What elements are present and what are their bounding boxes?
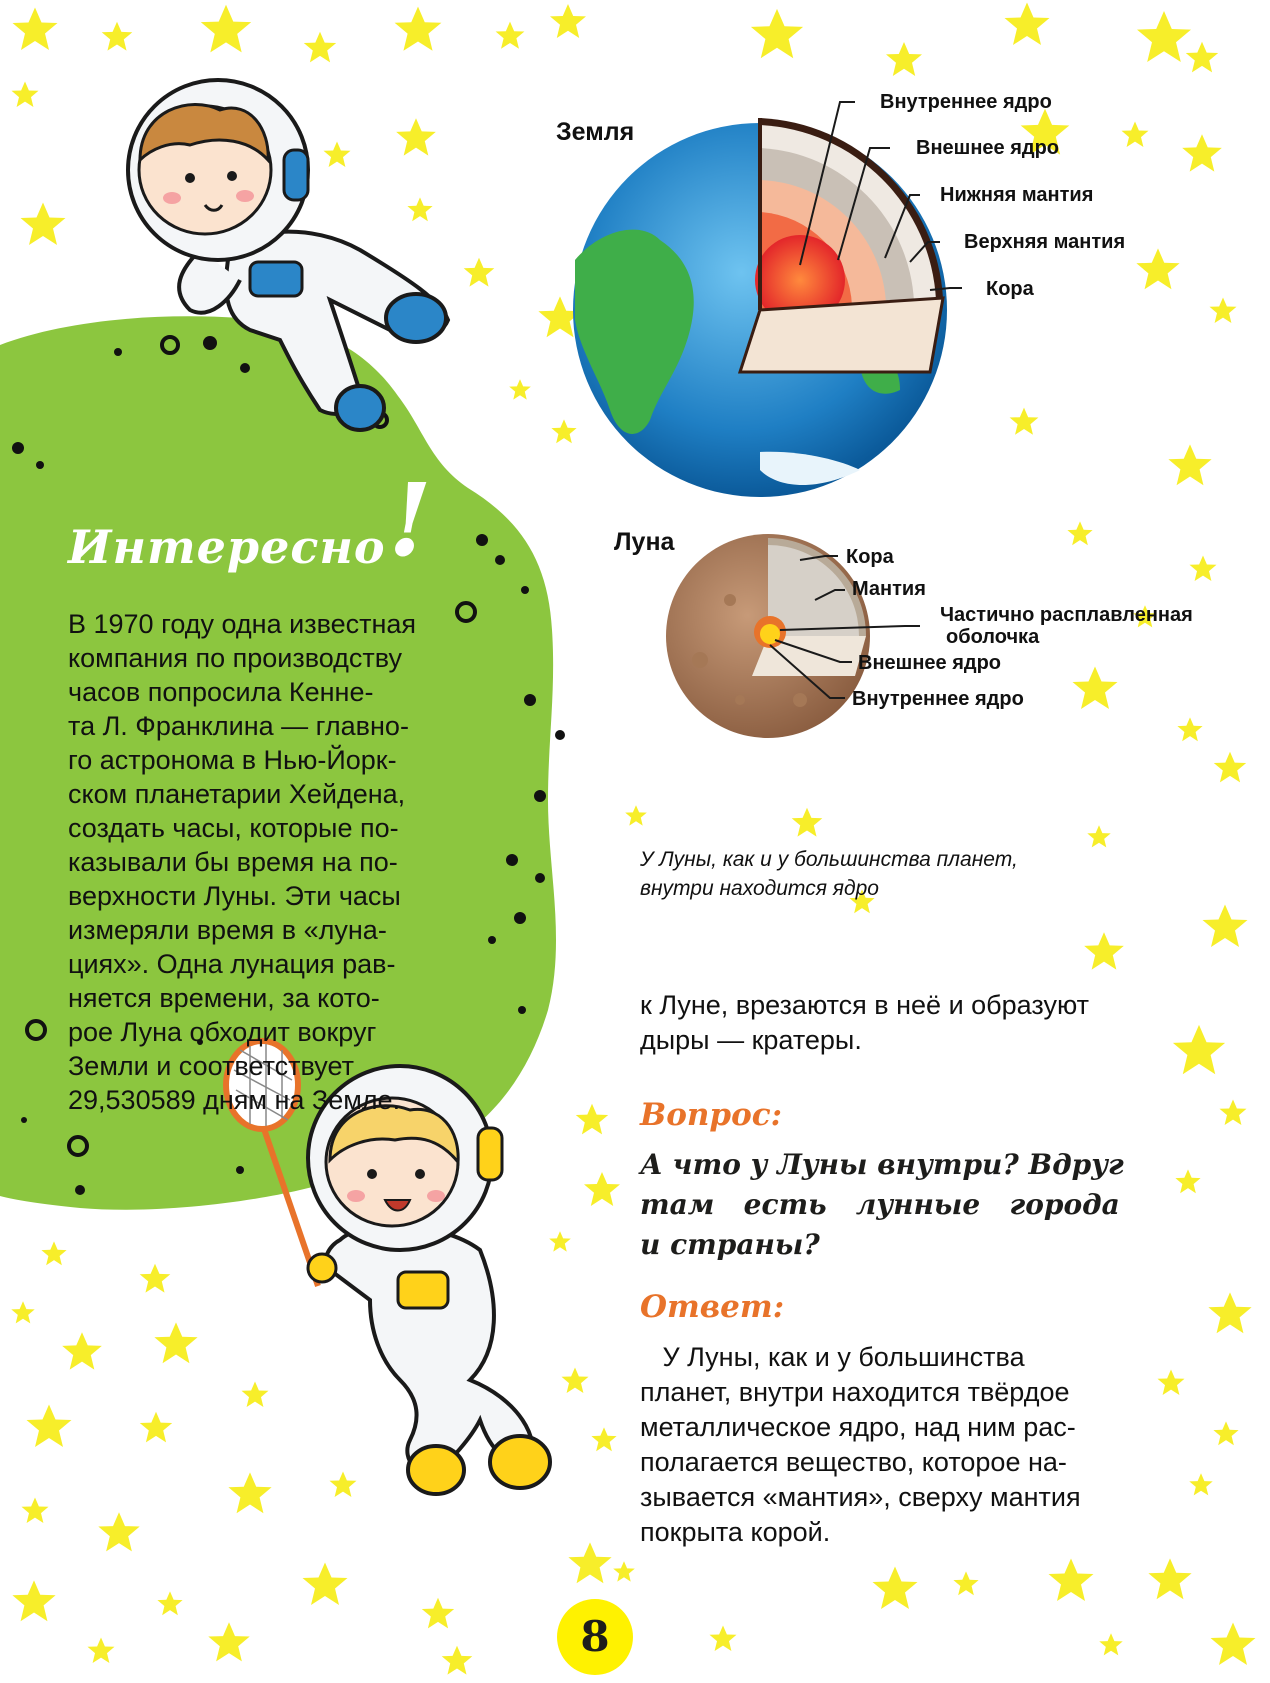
earth-label-outer-core: Внешнее ядро (916, 137, 1059, 159)
earth-illustration (573, 118, 947, 497)
interesting-line: рое Луна обходит вокруг (68, 1017, 377, 1047)
question-line: А что у Луны внутри? Вдруг (640, 1148, 1124, 1181)
interesting-line: го астронома в Нью-Йорк- (68, 745, 397, 775)
interesting-line: циях». Одна лунация рав- (68, 949, 396, 979)
interesting-line: няется времени, за кото- (68, 983, 380, 1013)
interesting-line: 29,530589 дням на Земле. (68, 1085, 401, 1115)
interesting-text (68, 607, 448, 1117)
answer-line: металлическое ядро, над ним рас- (640, 1412, 1076, 1442)
moon-label-crust: Кора (846, 546, 894, 568)
interesting-line: Земли и соответствует (68, 1051, 354, 1081)
interesting-line: та Л. Франклина — главно- (68, 711, 409, 741)
earth-label-upper-mantle: Верхняя мантия (964, 231, 1126, 253)
answer-line: планет, внутри находится твёрдое (640, 1377, 1070, 1407)
question-heading: Вопрос: (640, 1097, 783, 1133)
earth-label-lower-mantle: Нижняя мантия (940, 184, 1094, 206)
moon-title: Луна (614, 528, 675, 556)
answer-line: У Луны, как и у большинства (640, 1342, 1025, 1372)
answer-text (640, 1340, 1130, 1550)
interesting-line: ском планетарии Хейдена, (68, 779, 406, 809)
answer-line: зывается «мантия», сверху мантия (640, 1482, 1081, 1512)
caption-line: У Луны, как и у большинства планет, (640, 848, 1018, 871)
caption-line: внутри находится ядро (640, 877, 879, 900)
interesting-line: измеряли время в «луна- (68, 915, 387, 945)
continuation-line: дыры — кратеры. (640, 1025, 862, 1055)
interesting-exclamation: ! (388, 461, 432, 579)
interesting-heading: Интересно (68, 520, 386, 574)
earth-label-crust: Кора (986, 278, 1034, 300)
question-line: и страны? (640, 1228, 820, 1261)
interesting-line: создать часы, которые по- (68, 813, 399, 843)
page-number: 8 (580, 1612, 610, 1661)
moon-label-mantle: Мантия (852, 578, 926, 600)
continuation-line: к Луне, врезаются в неё и образуют (640, 990, 1089, 1020)
question-line: там есть лунные города (640, 1188, 1120, 1221)
question-text (640, 1145, 1130, 1265)
interesting-line: часов попросила Кенне- (68, 677, 374, 707)
earth-title: Земля (556, 118, 635, 146)
continuation-text (640, 988, 1130, 1058)
earth-label-inner-core: Внутреннее ядро (880, 91, 1052, 113)
moon-label-inner-core: Внутреннее ядро (852, 688, 1024, 710)
interesting-line: верхности Луны. Эти часы (68, 881, 401, 911)
diagram-caption (640, 845, 1110, 903)
moon-label-partial-melt: Частично расплавленная (940, 604, 1193, 626)
moon-label-partial-melt-2: оболочка (946, 626, 1040, 648)
answer-line: полагается вещество, которое на- (640, 1447, 1067, 1477)
interesting-line: В 1970 году одна известная (68, 609, 417, 639)
moon-label-outer-core: Внешнее ядро (858, 652, 1001, 674)
interesting-line: казывали бы время на по- (68, 847, 398, 877)
answer-heading: Ответ: (640, 1289, 785, 1325)
answer-line: покрыта корой. (640, 1517, 831, 1547)
moon-illustration (666, 534, 870, 738)
interesting-line: компания по производству (68, 643, 403, 673)
